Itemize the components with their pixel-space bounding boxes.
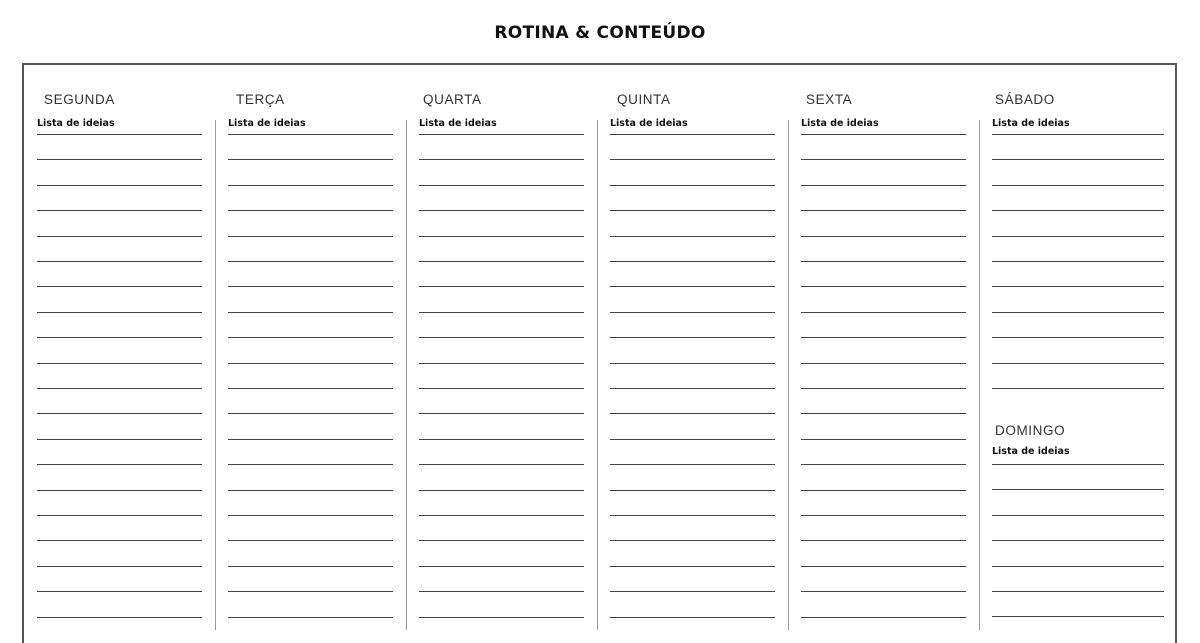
writing-line[interactable]	[37, 591, 202, 592]
list-label: Lista de ideias	[228, 118, 306, 129]
writing-line[interactable]	[992, 464, 1164, 465]
writing-line[interactable]	[37, 490, 202, 491]
writing-line[interactable]	[610, 363, 775, 364]
day-heading-sunday: DOMINGO	[995, 423, 1066, 438]
writing-line[interactable]	[992, 210, 1164, 211]
writing-line[interactable]	[419, 236, 584, 237]
writing-line[interactable]	[610, 413, 775, 414]
writing-line[interactable]	[419, 286, 584, 287]
writing-line[interactable]	[801, 312, 966, 313]
writing-line[interactable]	[610, 439, 775, 440]
writing-line[interactable]	[801, 261, 966, 262]
page-title: ROTINA & CONTEÚDO	[494, 23, 706, 43]
writing-line[interactable]	[992, 236, 1164, 237]
writing-line[interactable]	[228, 464, 393, 465]
writing-line[interactable]	[228, 159, 393, 160]
writing-line[interactable]	[992, 616, 1164, 617]
writing-line[interactable]	[37, 134, 202, 135]
writing-line[interactable]	[801, 515, 966, 516]
column-divider	[215, 120, 216, 630]
writing-line[interactable]	[37, 566, 202, 567]
writing-line[interactable]	[610, 159, 775, 160]
writing-line[interactable]	[992, 540, 1164, 541]
writing-line[interactable]	[992, 591, 1164, 592]
writing-line[interactable]	[992, 566, 1164, 567]
writing-line[interactable]	[228, 286, 393, 287]
writing-line[interactable]	[37, 439, 202, 440]
writing-line[interactable]	[801, 490, 966, 491]
writing-line[interactable]	[992, 159, 1164, 160]
writing-line[interactable]	[419, 261, 584, 262]
writing-line[interactable]	[228, 388, 393, 389]
day-heading-saturday: SÁBADO	[995, 92, 1055, 107]
writing-line[interactable]	[419, 490, 584, 491]
writing-line[interactable]	[37, 617, 202, 618]
writing-line[interactable]	[228, 337, 393, 338]
writing-line[interactable]	[228, 490, 393, 491]
writing-line[interactable]	[228, 439, 393, 440]
writing-line[interactable]	[610, 388, 775, 389]
writing-line[interactable]	[419, 185, 584, 186]
writing-line[interactable]	[992, 185, 1164, 186]
writing-line[interactable]	[37, 185, 202, 186]
writing-line[interactable]	[228, 210, 393, 211]
writing-line[interactable]	[419, 210, 584, 211]
writing-line[interactable]	[37, 388, 202, 389]
writing-line[interactable]	[801, 185, 966, 186]
writing-line[interactable]	[992, 515, 1164, 516]
writing-line[interactable]	[801, 617, 966, 618]
writing-line[interactable]	[419, 312, 584, 313]
writing-line[interactable]	[228, 515, 393, 516]
writing-line[interactable]	[419, 591, 584, 592]
list-label-saturday: Lista de ideias	[992, 118, 1070, 129]
writing-line[interactable]	[801, 591, 966, 592]
column-divider	[979, 120, 980, 630]
column-divider	[597, 120, 598, 630]
writing-line[interactable]	[37, 286, 202, 287]
list-label: Lista de ideias	[610, 118, 688, 129]
writing-line[interactable]	[610, 210, 775, 211]
writing-line[interactable]	[419, 464, 584, 465]
writing-line[interactable]	[228, 261, 393, 262]
writing-line[interactable]	[37, 413, 202, 414]
writing-line[interactable]	[610, 515, 775, 516]
writing-line[interactable]	[801, 388, 966, 389]
writing-line[interactable]	[419, 363, 584, 364]
writing-line[interactable]	[992, 489, 1164, 490]
writing-line[interactable]	[992, 388, 1164, 389]
writing-line[interactable]	[610, 312, 775, 313]
writing-line[interactable]	[419, 159, 584, 160]
list-label: Lista de ideias	[801, 118, 879, 129]
list-label: Lista de ideias	[419, 118, 497, 129]
writing-line[interactable]	[610, 337, 775, 338]
writing-line[interactable]	[228, 363, 393, 364]
list-label-sunday: Lista de ideias	[992, 446, 1070, 457]
writing-line[interactable]	[228, 185, 393, 186]
writing-line[interactable]	[419, 337, 584, 338]
writing-line[interactable]	[610, 236, 775, 237]
writing-line[interactable]	[37, 337, 202, 338]
writing-line[interactable]	[610, 566, 775, 567]
writing-line[interactable]	[37, 236, 202, 237]
writing-line[interactable]	[610, 286, 775, 287]
writing-line[interactable]	[228, 566, 393, 567]
writing-line[interactable]	[801, 134, 966, 135]
day-heading: TERÇA	[236, 92, 285, 107]
writing-line[interactable]	[801, 566, 966, 567]
writing-line[interactable]	[419, 134, 584, 135]
column-divider	[788, 120, 789, 630]
writing-line[interactable]	[419, 515, 584, 516]
writing-line[interactable]	[419, 566, 584, 567]
writing-line[interactable]	[37, 515, 202, 516]
writing-line[interactable]	[228, 540, 393, 541]
writing-line[interactable]	[37, 312, 202, 313]
writing-line[interactable]	[992, 286, 1164, 287]
writing-line[interactable]	[801, 159, 966, 160]
writing-line[interactable]	[610, 185, 775, 186]
day-heading: QUINTA	[617, 92, 671, 107]
writing-line[interactable]	[228, 236, 393, 237]
writing-line[interactable]	[37, 363, 202, 364]
list-label: Lista de ideias	[37, 118, 115, 129]
writing-line[interactable]	[801, 236, 966, 237]
writing-line[interactable]	[228, 591, 393, 592]
writing-line[interactable]	[992, 134, 1164, 135]
writing-line[interactable]	[228, 413, 393, 414]
writing-line[interactable]	[37, 464, 202, 465]
writing-line[interactable]	[37, 210, 202, 211]
writing-line[interactable]	[419, 617, 584, 618]
day-heading: QUARTA	[423, 92, 482, 107]
writing-line[interactable]	[610, 261, 775, 262]
writing-line[interactable]	[228, 312, 393, 313]
writing-line[interactable]	[801, 363, 966, 364]
writing-line[interactable]	[610, 591, 775, 592]
writing-line[interactable]	[801, 540, 966, 541]
writing-line[interactable]	[801, 439, 966, 440]
writing-line[interactable]	[801, 286, 966, 287]
writing-line[interactable]	[992, 337, 1164, 338]
writing-line[interactable]	[992, 363, 1164, 364]
writing-line[interactable]	[801, 337, 966, 338]
day-heading: SEXTA	[806, 92, 853, 107]
writing-line[interactable]	[37, 540, 202, 541]
writing-line[interactable]	[610, 134, 775, 135]
writing-line[interactable]	[419, 413, 584, 414]
writing-line[interactable]	[419, 540, 584, 541]
writing-line[interactable]	[610, 464, 775, 465]
day-heading: SEGUNDA	[44, 92, 115, 107]
writing-line[interactable]	[228, 617, 393, 618]
writing-line[interactable]	[228, 134, 393, 135]
column-divider	[406, 120, 407, 630]
writing-line[interactable]	[801, 464, 966, 465]
writing-line[interactable]	[610, 540, 775, 541]
writing-line[interactable]	[610, 490, 775, 491]
writing-line[interactable]	[992, 261, 1164, 262]
writing-line[interactable]	[801, 413, 966, 414]
writing-line[interactable]	[992, 312, 1164, 313]
writing-line[interactable]	[419, 388, 584, 389]
writing-line[interactable]	[37, 261, 202, 262]
writing-line[interactable]	[801, 210, 966, 211]
writing-line[interactable]	[610, 617, 775, 618]
writing-line[interactable]	[37, 159, 202, 160]
planner-frame	[22, 63, 1177, 643]
writing-line[interactable]	[419, 439, 584, 440]
